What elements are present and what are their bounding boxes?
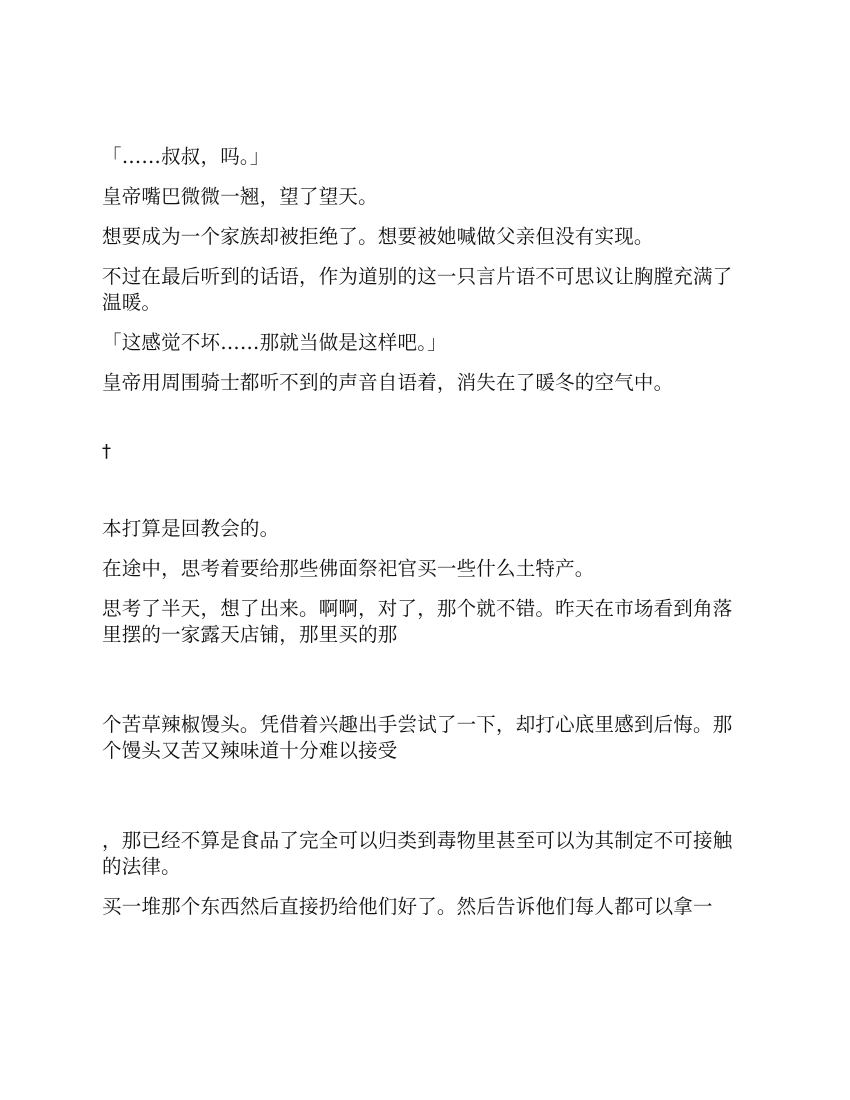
narration-paragraph: ，那已经不算是食品了完全可以归类到毒物里甚至可以为其制定不可接触的法律。 <box>102 829 733 878</box>
narration-paragraph: 本打算是回教会的。 <box>102 517 280 540</box>
narration-paragraph: 不过在最后听到的话语，作为道别的这一只言片语不可思议让胸膛充满了温暖。 <box>102 265 733 314</box>
narration-paragraph: 买一堆那个东西然后直接扔给他们好了。然后告诉他们每人都可以拿一 <box>102 895 713 918</box>
narration-paragraph: 皇帝用周围骑士都听不到的声音自语着，消失在了暖冬的空气中。 <box>102 371 674 394</box>
document-page <box>102 144 752 920</box>
narration-paragraph: 个苦草辣椒馒头。凭借着兴趣出手尝试了一下，却打心底里感到后悔。那个馒头又苦又辣味道十分难以接受 <box>102 713 733 762</box>
dialogue-paragraph: 「这感觉不坏……那就当做是这样吧。」 <box>102 331 447 354</box>
narration-paragraph: 皇帝嘴巴微微一翘，望了望天。 <box>102 185 378 208</box>
dialogue-paragraph: 「……叔叔，吗。」 <box>102 145 270 168</box>
narration-paragraph: 思考了半天，想了出来。啊啊，对了，那个就不错。昨天在市场看到角落里摆的一家露天店铺，那里买的那 <box>102 597 733 646</box>
narration-paragraph: 想要成为一个家族却被拒绝了。想要被她喊做父亲但没有实现。 <box>102 225 654 248</box>
narration-paragraph: 在途中，思考着要给那些佛面祭祀官买一些什么土特产。 <box>102 557 595 580</box>
section-separator-dagger: † <box>102 441 111 462</box>
